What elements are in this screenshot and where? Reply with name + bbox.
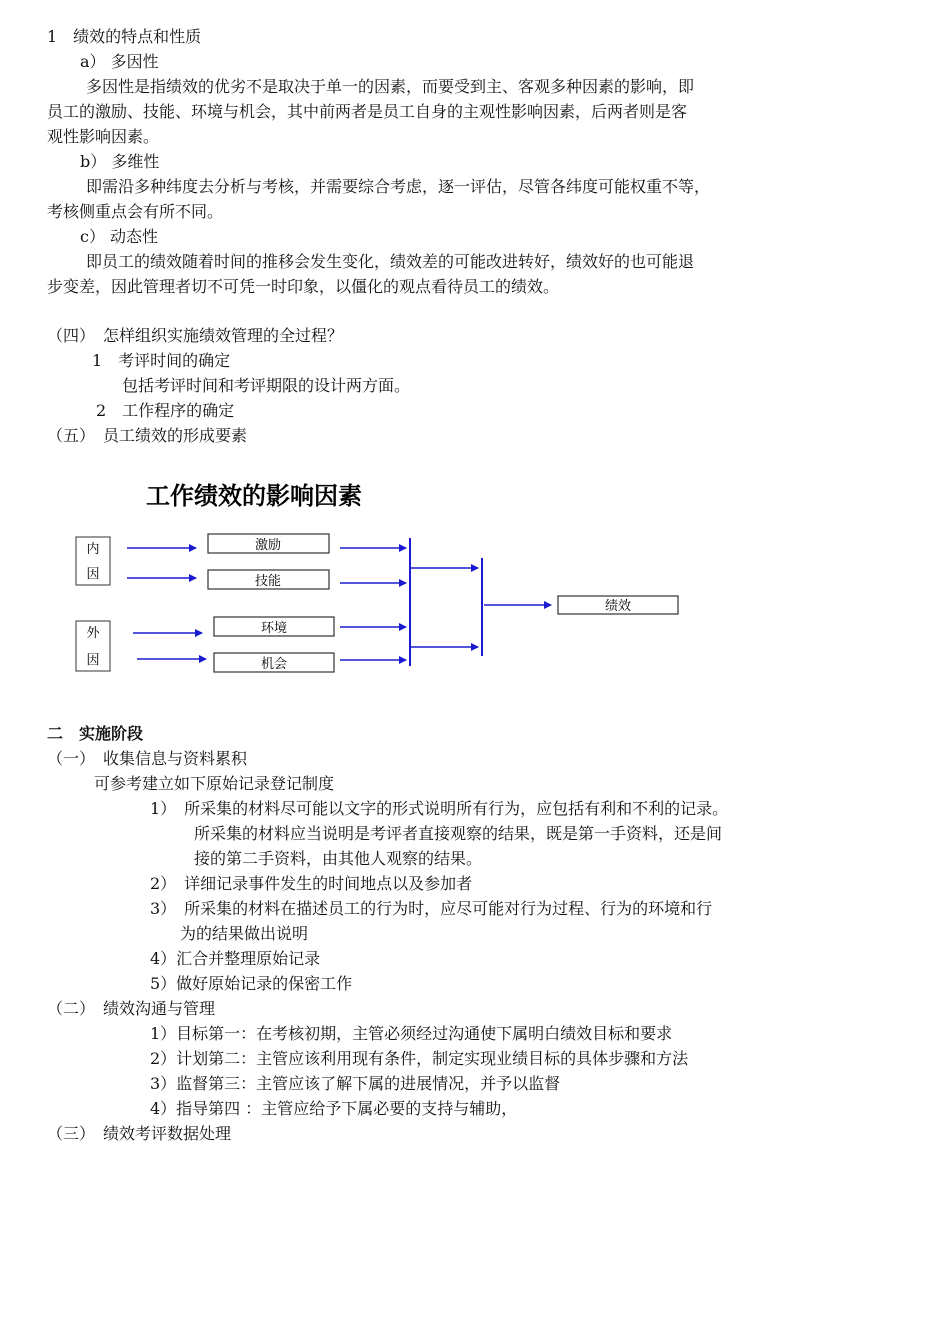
paragraph-line: 即员工的绩效随着时间的推移会发生变化，绩效差的可能改进转好，绩效好的也可能退 <box>86 252 695 271</box>
list-item-cont: 所采集的材料应当说明是考评者直接观察的结果，既是第一手资料，还是间 <box>194 824 723 843</box>
section4-heading: （四） 怎样组织实施绩效管理的全过程？ <box>47 326 344 345</box>
paragraph-line: 考核侧重点会有所不同。 <box>47 202 224 221</box>
part-heading: 二 实施阶段 <box>47 724 144 743</box>
outer-label-top: 外 <box>86 626 100 641</box>
list-item: 1）目标第一：在考核初期，主管必须经过沟通使下属明白绩效目标和要求 <box>150 1024 673 1043</box>
factor-label: 环境 <box>260 621 288 636</box>
factor-label: 机会 <box>260 657 288 672</box>
subheading-b: b） 多维性 <box>80 152 160 171</box>
diagram-title: 工作绩效的影响因素 <box>146 482 362 510</box>
sub-heading: （一） 收集信息与资料累积 <box>47 749 248 768</box>
inner-label-bottom: 因 <box>86 567 100 582</box>
outer-label-bottom: 因 <box>86 653 100 668</box>
subheading-a: a） 多因性 <box>80 52 159 71</box>
list-item-cont: 为的结果做出说明 <box>180 924 309 943</box>
list-item: 4）指导第四 ：主管应给予下属必要的支持与辅助， <box>150 1099 518 1118</box>
list-item: 3） 所采集的材料在描述员工的行为时，应尽可能对行为过程、行为的环境和行 <box>150 899 713 918</box>
list-item-cont: 接的第二手资料，由其他人观察的结果。 <box>194 849 483 868</box>
performance-factors-diagram <box>0 470 950 700</box>
list-item: 4）汇合并整理原始记录 <box>150 949 321 968</box>
list-item: 1 考评时间的确定 <box>92 351 231 370</box>
list-item: 3）监督第三：主管应该了解下属的进展情况，并予以监督 <box>150 1074 561 1093</box>
section5-heading: （五） 员工绩效的形成要素 <box>47 426 248 445</box>
section-heading: 1 绩效的特点和性质 <box>47 27 202 46</box>
paragraph-line: 可参考建立如下原始记录登记制度 <box>94 774 335 793</box>
list-item: 5）做好原始记录的保密工作 <box>150 974 353 993</box>
paragraph-line: 即需沿多种纬度去分析与考核，并需要综合考虑，逐一评估，尽管各纬度可能权重不等， <box>86 177 711 196</box>
paragraph-line: 员工的激励、技能、环境与机会，其中前两者是员工自身的主观性影响因素，后两者则是客 <box>47 102 688 121</box>
list-item: 2）计划第二：主管应该利用现有条件，制定实现业绩目标的具体步骤和方法 <box>150 1049 689 1068</box>
paragraph-line: 包括考评时间和考评期限的设计两方面。 <box>122 376 411 395</box>
paragraph-line: 步变差，因此管理者切不可凭一时印象，以僵化的观点看待员工的绩效。 <box>47 277 560 296</box>
sub-heading: （三） 绩效考评数据处理 <box>47 1124 232 1143</box>
sub-heading: （二） 绩效沟通与管理 <box>47 999 216 1018</box>
paragraph-line: 多因性是指绩效的优劣不是取决于单一的因素，而要受到主、客观多种因素的影响，即 <box>86 77 695 96</box>
factor-label: 激励 <box>254 538 282 553</box>
subheading-c: c） 动态性 <box>80 227 159 246</box>
list-item: 1） 所采集的材料尽可能以文字的形式说明所有行为，应包括有利和不利的记录。 <box>150 799 729 818</box>
inner-label-top: 内 <box>86 542 100 557</box>
paragraph-line: 观性影响因素。 <box>47 127 160 146</box>
factor-label: 技能 <box>254 574 282 589</box>
list-item: 2 工作程序的确定 <box>96 401 235 420</box>
result-label: 绩效 <box>604 599 632 614</box>
list-item: 2） 详细记录事件发生的时间地点以及参加者 <box>150 874 473 893</box>
